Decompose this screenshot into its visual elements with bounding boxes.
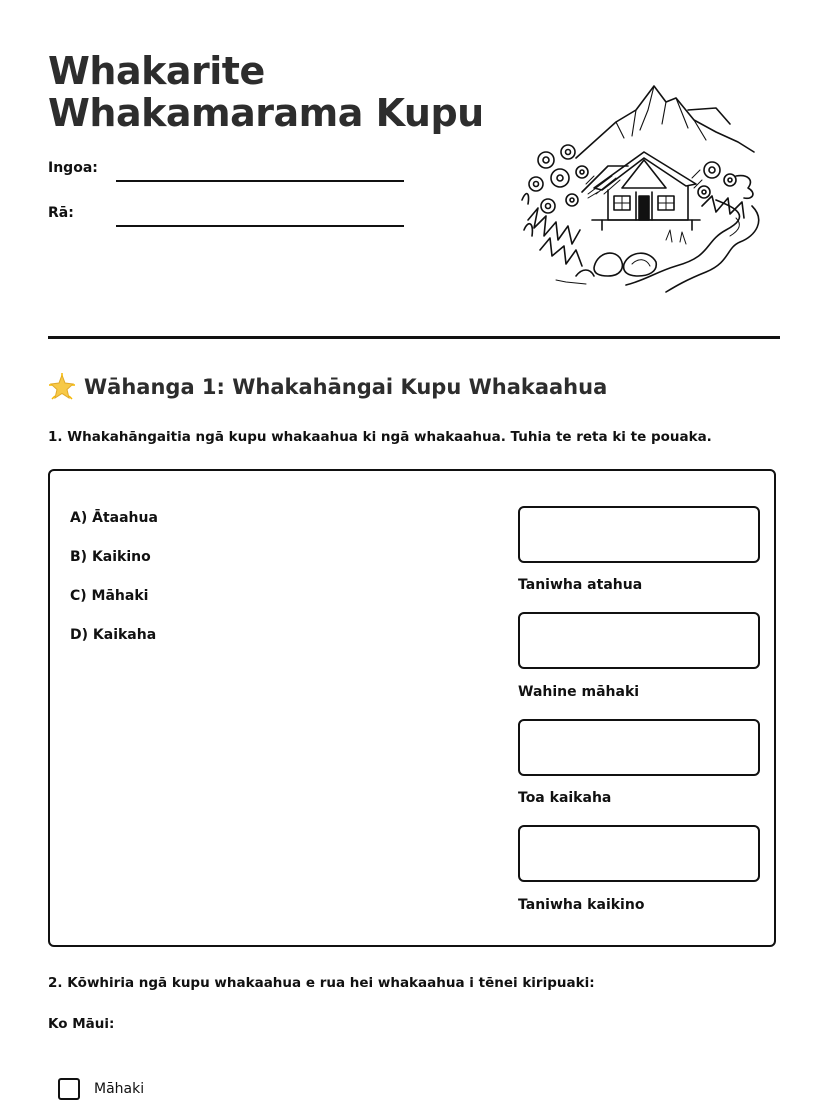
option-c: C) Māhaki xyxy=(70,588,149,604)
mahaki-checkbox[interactable] xyxy=(58,1078,80,1100)
matching-panel xyxy=(48,469,776,947)
option-d: D) Kaikaha xyxy=(70,627,157,643)
answer-box-3[interactable] xyxy=(518,719,760,776)
section-1-title-text: Wāhanga 1: Whakahāngai Kupu Whakaahua xyxy=(84,375,608,399)
answer-caption-1: Taniwha atahua xyxy=(518,577,643,593)
section-1-title xyxy=(48,373,607,401)
star-icon xyxy=(48,373,76,401)
name-field[interactable] xyxy=(116,180,404,182)
date-field[interactable] xyxy=(116,225,404,227)
question-2: 2. Kōwhiria ngā kupu whakaahua e rua hei whakaahua i tēnei kiripuaki: xyxy=(48,975,595,991)
option-a: A) Ātaahua xyxy=(70,510,158,526)
date-label: Rā: xyxy=(48,205,74,221)
answer-caption-2: Wahine māhaki xyxy=(518,684,640,700)
wharenui-illustration xyxy=(516,80,766,295)
answer-box-2[interactable] xyxy=(518,612,760,669)
answer-caption-3: Toa kaikaha xyxy=(518,790,612,806)
answer-box-4[interactable] xyxy=(518,825,760,882)
title-line-1: Whakarite xyxy=(48,49,265,93)
answer-box-1[interactable] xyxy=(518,506,760,563)
checkbox-option-mahaki[interactable] xyxy=(58,1078,144,1100)
answer-caption-4: Taniwha kaikino xyxy=(518,897,645,913)
option-b: B) Kaikino xyxy=(70,549,151,565)
mahaki-checkbox-label: Māhaki xyxy=(94,1081,145,1097)
name-label: Ingoa: xyxy=(48,160,98,176)
header-divider xyxy=(48,336,780,339)
title-line-2: Whakamarama Kupu xyxy=(48,91,484,135)
character-label: Ko Māui: xyxy=(48,1016,115,1032)
worksheet-title xyxy=(48,50,484,134)
question-1: 1. Whakahāngaitia ngā kupu whakaahua ki ngā whakaahua. Tuhia te reta ki te pouaka. xyxy=(48,429,712,445)
